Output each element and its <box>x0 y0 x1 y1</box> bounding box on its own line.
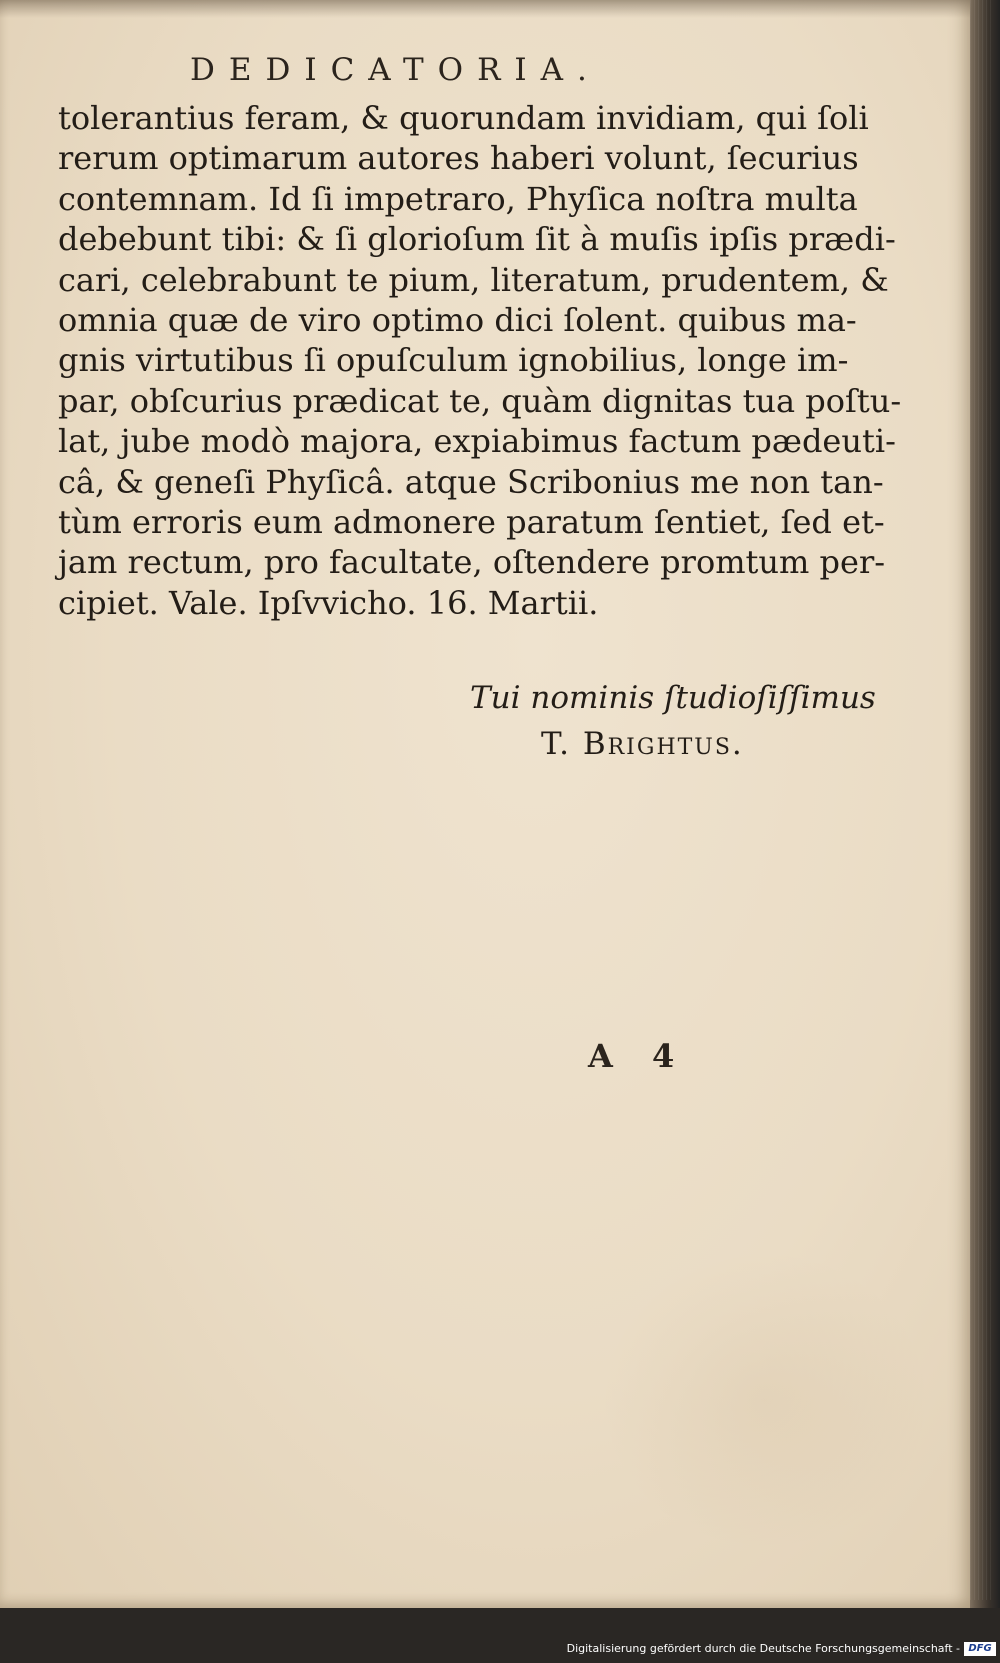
page-top-shadow <box>0 0 970 18</box>
signature: T. Brightus. <box>541 726 744 762</box>
dfg-logo-icon: DFG <box>964 1642 996 1656</box>
text-line: rerum optimarum autores haberi volunt, ſecurius <box>58 139 859 178</box>
closing-salutation: Tui nominis ſtudioſiſſimus <box>470 680 876 716</box>
text-line: jam rectum, pro facultate, oſtendere promtum per- <box>58 543 886 582</box>
text-line: cipiet. Vale. Ipſvvicho. 16. Martii. <box>58 583 599 622</box>
text-line: gnis virtutibus ſi opuſculum ignobilius, longe im- <box>58 341 849 380</box>
text-line: par, obſcurius prædicat te, quàm dignitas tua poſtu- <box>58 381 902 420</box>
text-line: lat, jube modò majora, expiabimus factum pædeuti- <box>58 422 896 461</box>
text-line: debebunt tibi: & ſi glorioſum ſit à muſis ipſis prædi- <box>58 220 896 259</box>
text-line: tùm erroris eum admonere paratum ſentiet, ſed et- <box>58 502 885 541</box>
body-text <box>58 98 902 623</box>
signature-mark: A 4 <box>588 1037 689 1075</box>
text-line: omnia quæ de viro optimo dici ſolent. quibus ma- <box>58 300 857 339</box>
footer-band <box>0 1608 1000 1663</box>
text-line: câ, & geneſi Phyſicâ. atque Scribonius me non tan- <box>58 462 884 501</box>
text-line: cari, celebrabunt te pium, literatum, prudentem, & <box>58 260 889 299</box>
running-head: DEDICATORIA. <box>190 52 601 88</box>
page-stain <box>600 1250 930 1550</box>
text-line: contemnam. Id ſi impetraro, Phyſica noſtra multa <box>58 179 858 218</box>
text-line: tolerantius feram, & quorundam invidiam, qui ſoli <box>58 99 869 137</box>
footer-credit: Digitalisierung gefördert durch die Deutsche Forschungsgemeinschaft - <box>566 1642 960 1655</box>
